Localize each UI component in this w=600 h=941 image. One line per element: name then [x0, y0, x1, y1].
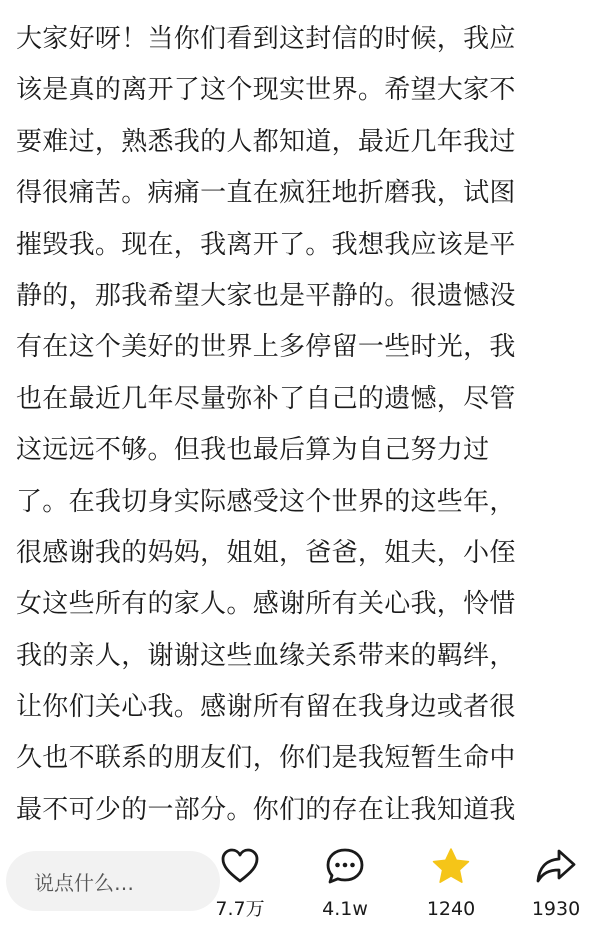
comment-button[interactable] [305, 844, 385, 934]
article-line-9: 这远远不够。但我也最后算为自己努力过 [16, 435, 490, 466]
article-line-5: 摧毁我。现在，我离开了。我想我应该是平 [16, 229, 516, 260]
favorite-button[interactable] [411, 844, 491, 934]
article-line-7: 有在这个美好的世界上多停留一些时光，我 [16, 332, 516, 363]
speech-bubble-icon [323, 844, 367, 888]
article-line-13: 我的亲人，谢谢这些血缘关系带来的羁绊， [16, 640, 516, 671]
article-line-14: 让你们关心我。感谢所有留在我身边或者很 [16, 692, 516, 723]
article-line-1: 大家好呀！当你们看到这封信的时候，我应 [16, 24, 516, 54]
article-line-15: 久也不联系的朋友们，你们是我短暂生命中 [16, 743, 516, 774]
article-line-3: 要难过，熟悉我的人都知道，最近几年我过 [16, 126, 516, 157]
star-filled-icon [429, 844, 473, 888]
article-line-12: 女这些所有的家人。感谢所有关心我，怜惜 [16, 589, 516, 620]
article-line-16: 最不可少的一部分。你们的存在让我知道我 [16, 794, 516, 825]
share-count: 1930 [531, 898, 581, 920]
article-body [16, 14, 594, 836]
share-button[interactable] [516, 844, 596, 934]
bottom-action-bar [0, 836, 600, 941]
share-arrow-icon [534, 844, 578, 888]
article-line-2: 该是真的离开了这个现实世界。希望大家不 [16, 75, 516, 106]
comment-placeholder: 说点什么… [34, 870, 134, 895]
article-line-11: 很感谢我的妈妈，姐姐，爸爸，姐夫，小侄 [16, 537, 516, 568]
article-line-4: 得很痛苦。病痛一直在疯狂地折磨我，试图 [16, 178, 516, 209]
heart-outline-icon [218, 844, 262, 888]
comment-input[interactable] [6, 851, 220, 911]
article-line-8: 也在最近几年尽量弥补了自己的遗憾，尽管 [16, 383, 516, 414]
like-count: 7.7万 [215, 898, 265, 920]
article-line-6: 静的，那我希望大家也是平静的。很遗憾没 [16, 280, 516, 311]
like-button[interactable] [200, 844, 280, 934]
favorite-count: 1240 [426, 898, 476, 920]
comment-count: 4.1w [322, 898, 368, 920]
article-line-10: 了。在我切身实际感受这个世界的这些年， [16, 486, 516, 517]
